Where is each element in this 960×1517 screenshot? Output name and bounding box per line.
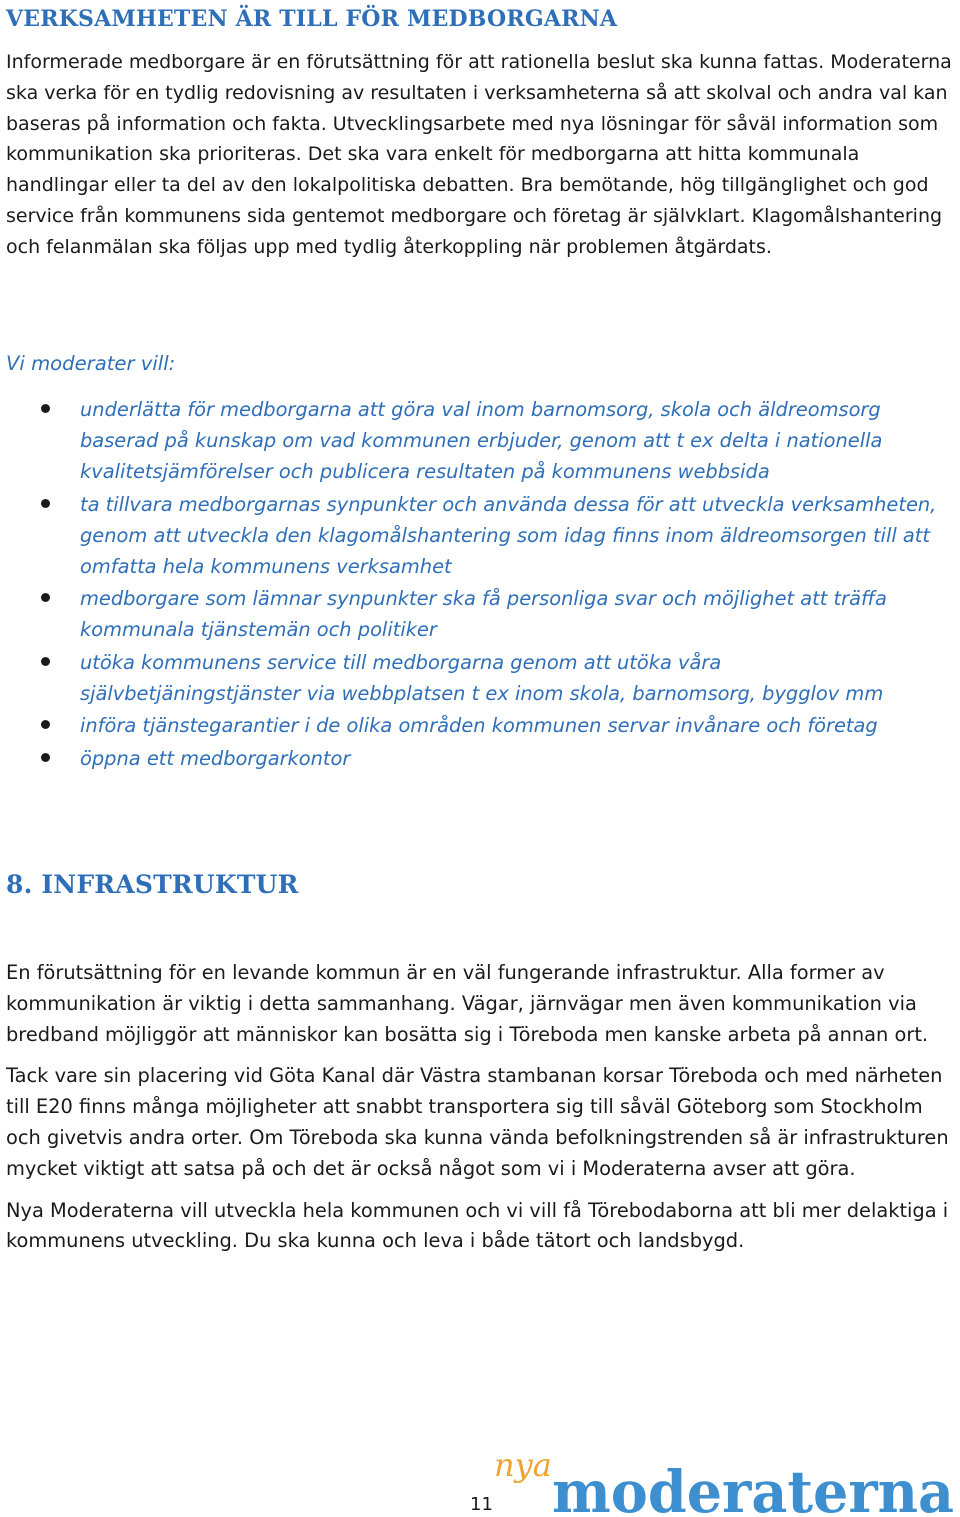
logo-moderaterna-text: moderaterna — [552, 1458, 954, 1516]
logo-nya-text: nya — [494, 1446, 552, 1484]
infrastructure-heading: 8. INFRASTRUKTUR — [6, 870, 299, 899]
bullet-icon — [41, 499, 50, 508]
list-item: medborgare som lämnar synpunkter ska få personliga svar och möjlighet att träffa kommunala tjänstemän och politiker — [0, 583, 960, 645]
intro-paragraph: Informerade medborgare är en förutsättning för att rationella beslut ska kunna fattas. Moderaterna ska verka för en tydlig redovisning av resultaten i verksamheterna så att skolval och andra val kan baseras på information och fakta. Utvecklingsarbete med nya lösningar för såväl information som kommunikation ska prioriteras. Det ska vara enkelt för medborgarna att hitta kommunala handlingar eller ta del av den lokalpolitiska debatten. Bra bemötande, hög tillgänglighet och god service från kommunens sida gentemot medborgare och företag är självklart. Klagomålshantering och felanmälan ska följas upp med tydlig återkoppling när problemen åtgärdats. — [6, 51, 952, 258]
bullet-icon — [41, 657, 50, 666]
list-heading: Vi moderater vill: — [6, 352, 176, 375]
section-heading: VERKSAMHETEN ÄR TILL FÖR MEDBORGARNA — [6, 6, 618, 32]
infrastructure-body — [6, 958, 956, 1268]
bullet-icon — [41, 593, 50, 602]
body-paragraph: En förutsättning för en levande kommun är en väl fungerande infrastruktur. Alla former av kommunikation är viktig i detta sammanhang. Vägar, järnvägar men även kommunikation via bredband möjliggör att människor kan bosätta sig i Töreboda men kanske arbeta på annan ort. — [6, 961, 929, 1046]
bullet-list — [0, 394, 960, 775]
body-paragraph: Tack vare sin placering vid Göta Kanal där Västra stambanan korsar Töreboda och med närheten till E20 finns många möjligheter att snabbt transportera sig till såväl Göteborg som Stockholm och givetvis andra orter. Om Töreboda ska kunna vända befolkningstrenden så är infrastrukturen mycket viktigt att satsa på och det är också något som vi i Moderaterna avser att göra. — [6, 1064, 949, 1180]
body-paragraph: Nya Moderaterna vill utveckla hela kommunen och vi vill få Törebodaborna att bli mer delaktiga i kommunens utveckling. Du ska kunna och leva i både tätort och landsbygd. — [6, 1198, 949, 1253]
page-number: 11 — [470, 1494, 493, 1515]
list-item: underlätta för medborgarna att göra val inom barnomsorg, skola och äldreomsorg baserad på kunskap om vad kommunen erbjuder, genom att t ex delta i nationella kvalitetsjämförelser och publicera resultaten på kommunens webbsida — [0, 394, 960, 487]
list-item: ta tillvara medborgarnas synpunkter och använda dessa för att utveckla verksamheten, genom att utveckla den klagomålshantering som idag finns inom äldreomsorgen till att omfatta hela kommunens verksamhet — [0, 489, 960, 582]
bullet-icon — [41, 720, 50, 729]
list-item: införa tjänstegarantier i de olika områden kommunen servar invånare och företag — [0, 710, 960, 741]
list-item: öppna ett medborgarkontor — [0, 743, 960, 774]
bullet-icon — [41, 753, 50, 762]
moderaterna-logo — [490, 1446, 958, 1516]
bullet-icon — [41, 404, 50, 413]
list-item: utöka kommunens service till medborgarna genom att utöka våra självbetjäningstjänster via webbplatsen t ex inom skola, barnomsorg, bygglov mm — [0, 647, 960, 709]
